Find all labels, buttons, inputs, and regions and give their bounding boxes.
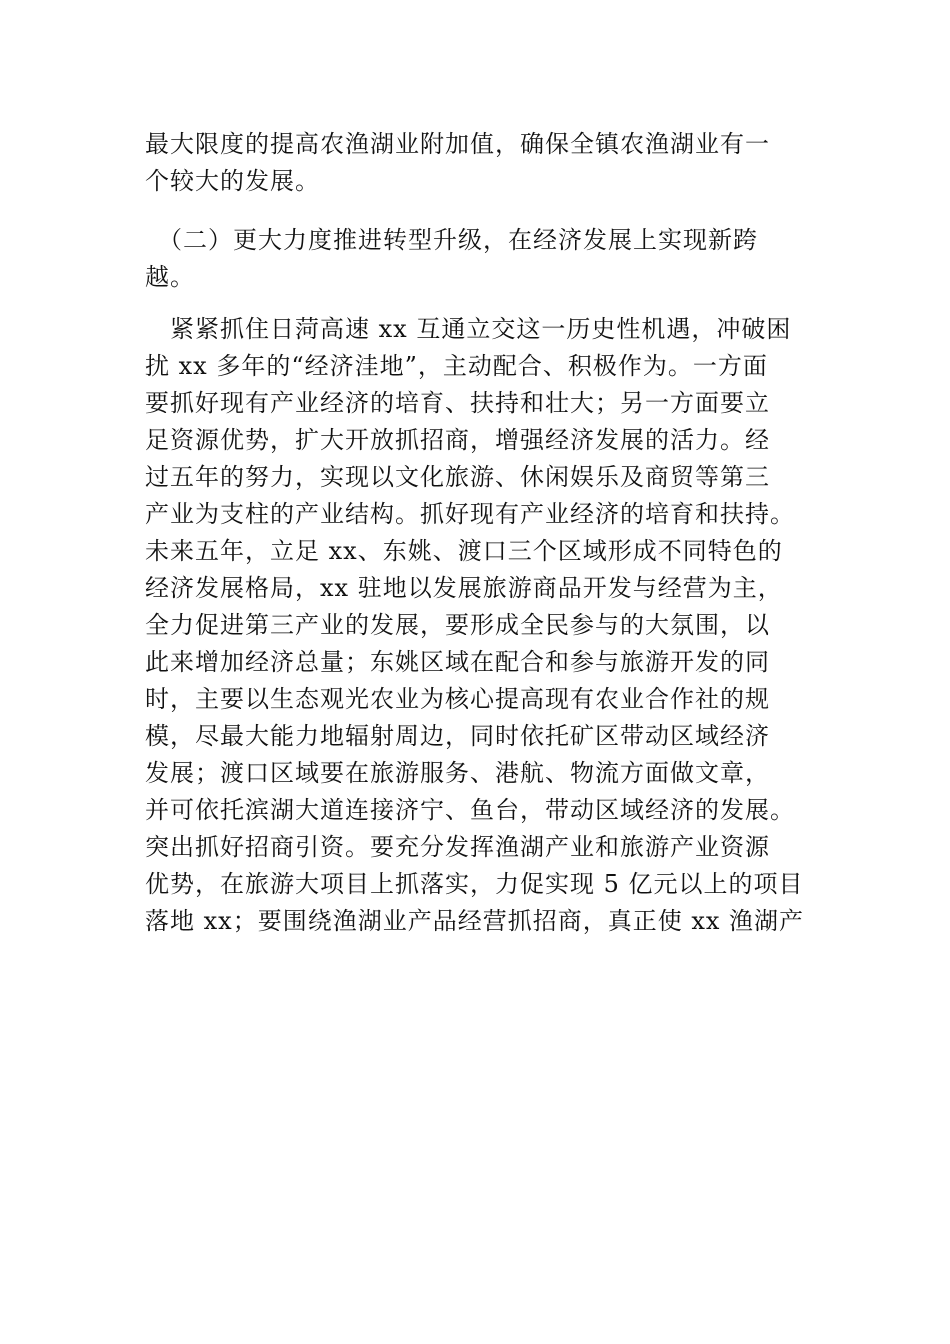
text-line: （二）更大力度推进转型升级，在经济发展上实现新跨	[145, 226, 758, 254]
paragraph-3	[145, 311, 805, 940]
section-heading	[145, 222, 805, 296]
text-line: 产业为支柱的产业结构。抓好现有产业经济的培育和扶持。	[145, 500, 795, 528]
text-line: 落地 xx；要围绕渔湖业产品经营抓招商，真正使 xx 渔湖产	[145, 907, 805, 935]
text-line: 紧紧抓住日菏高速 xx 互通立交这一历史性机遇，冲破困	[145, 315, 792, 343]
paragraph-1	[145, 126, 805, 200]
text-line: 过五年的努力，实现以文化旅游、休闲娱乐及商贸等第三	[145, 463, 770, 491]
paragraph-gap	[145, 200, 805, 222]
text-line: 要抓好现有产业经济的培育、扶持和壮大；另一方面要立	[145, 389, 770, 417]
text-line: 突出抓好招商引资。要充分发挥渔湖产业和旅游产业资源	[145, 833, 770, 861]
text-line: 未来五年，立足 xx、东姚、渡口三个区域形成不同特色的	[145, 537, 783, 565]
text-line: 发展；渡口区域要在旅游服务、港航、物流方面做文章，	[145, 759, 770, 787]
text-line: 优势，在旅游大项目上抓落实，力促实现 5 亿元以上的项目	[145, 870, 804, 898]
text-line: 并可依托滨湖大道连接济宁、鱼台，带动区域经济的发展。	[145, 796, 795, 824]
text-line: 个较大的发展。	[145, 167, 320, 195]
document-page	[145, 126, 805, 940]
text-line: 经济发展格局，xx 驻地以发展旅游商品开发与经营为主，	[145, 574, 783, 602]
text-line: 足资源优势，扩大开放抓招商，增强经济发展的活力。经	[145, 426, 770, 454]
paragraph-gap	[145, 296, 805, 311]
text-line: 时，主要以生态观光农业为核心提高现有农业合作社的规	[145, 685, 770, 713]
text-line: 模，尽最大能力地辐射周边，同时依托矿区带动区域经济	[145, 722, 770, 750]
text-line: 越。	[145, 263, 195, 291]
text-line: 全力促进第三产业的发展，要形成全民参与的大氛围，以	[145, 611, 770, 639]
text-line: 此来增加经济总量；东姚区域在配合和参与旅游开发的同	[145, 648, 770, 676]
text-line: 扰 xx 多年的“经济洼地”，主动配合、积极作为。一方面	[145, 352, 768, 380]
text-line: 最大限度的提高农渔湖业附加值，确保全镇农渔湖业有一	[145, 130, 770, 158]
